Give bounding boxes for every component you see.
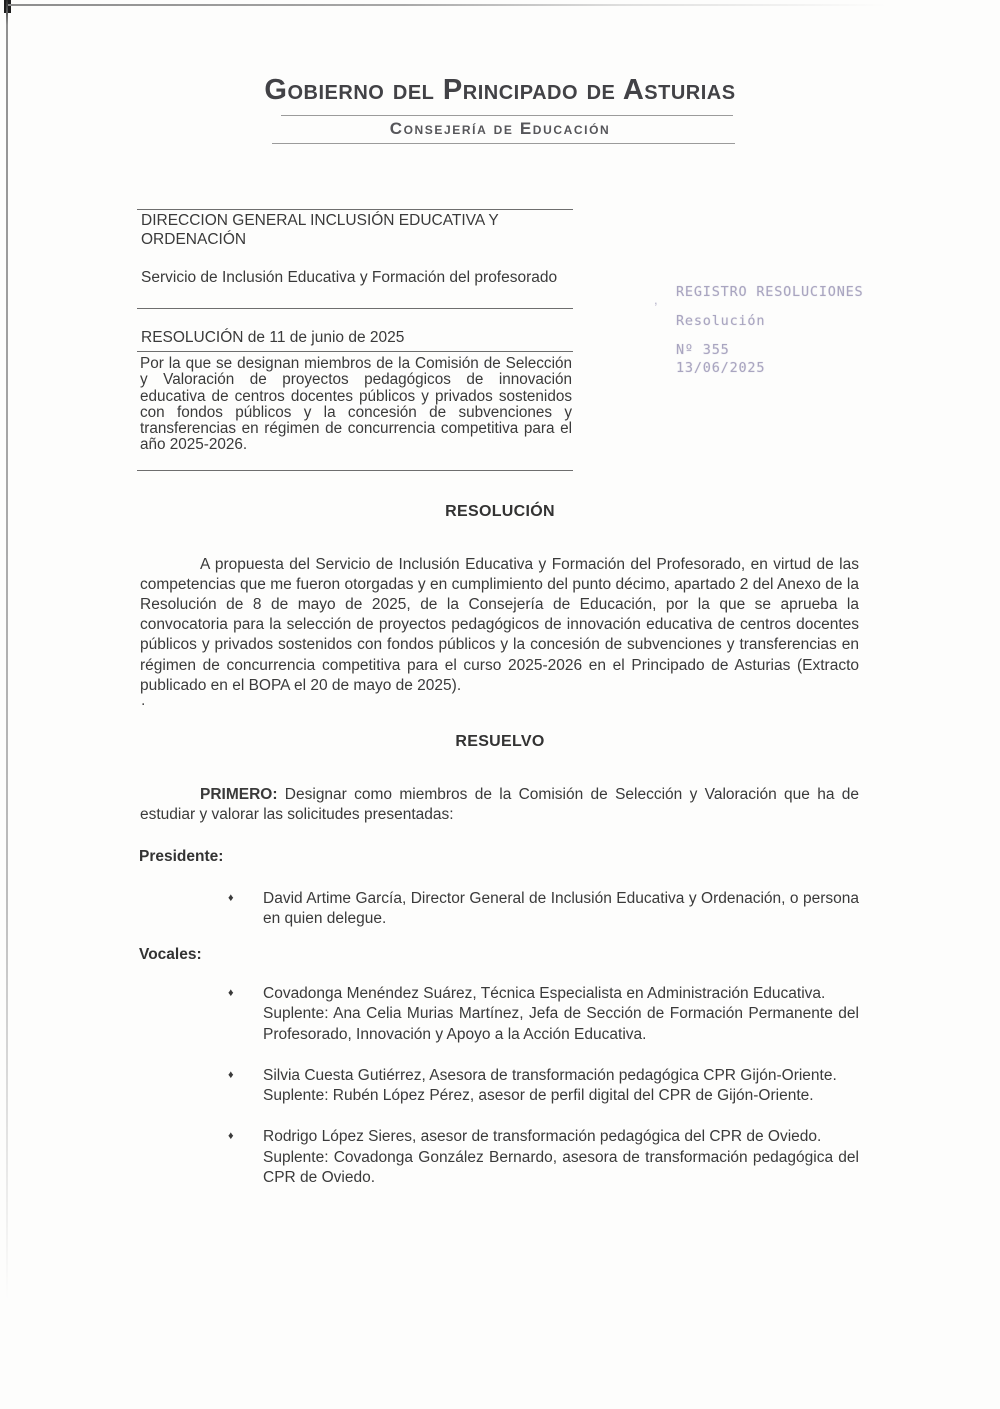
diamond-bullet-icon: ♦	[228, 892, 234, 904]
resolution-summary: Por la que se designan miembros de la Comisión de Selección y Valoración de proyectos pedagógicos de innovación educativa de centros docentes públicos y privados sostenidos con fondos públicos y la concesión de subvenciones y transferencias en régimen de concurrencia competitiva para el año 2025-2026.	[140, 355, 572, 454]
vocales-list	[228, 984, 859, 1188]
letterhead-rule-bottom	[272, 143, 735, 144]
list-item	[228, 984, 859, 1045]
primero-label: PRIMERO:	[200, 785, 278, 803]
member-name: David Artime García, Director General de Inclusión Educativa y Ordenación, o persona en quien delegue.	[263, 890, 859, 928]
resolution-date-title: RESOLUCIÓN de 11 de junio de 2025	[141, 329, 405, 346]
stamp-date-line: 13/06/2025	[676, 360, 766, 376]
diamond-bullet-icon: ♦	[228, 987, 234, 999]
substitute-name: Suplente: Rubén López Pérez, asesor de perfil digital del CPR de Gijón-Oriente.	[263, 1087, 814, 1105]
member-text	[263, 889, 859, 930]
member-name: Rodrigo López Sieres, asesor de transformación pedagógica del CPR de Oviedo.	[263, 1128, 822, 1146]
registry-stamp	[676, 284, 863, 376]
member-name: Covadonga Menéndez Suárez, Técnica Especialista en Administración Educativa.	[263, 985, 826, 1002]
scan-top-edge-line	[7, 4, 887, 6]
member-name: Silvia Cuesta Gutiérrez, Asesora de transformación pedagógica CPR Gijón-Oriente.	[263, 1066, 837, 1084]
letterhead-title: Gobierno del Principado de Asturias	[264, 74, 736, 106]
stamp-number-line: Nº 355	[676, 342, 730, 358]
diamond-bullet-icon: ♦	[228, 1068, 234, 1081]
service-name: Servicio de Inclusión Educativa y Formación del profesorado	[141, 269, 558, 286]
primero-paragraph	[140, 785, 859, 825]
letterhead-department: Consejería de Educación	[389, 119, 611, 138]
list-item	[228, 1127, 859, 1188]
scan-left-edge-line	[6, 0, 8, 1300]
member-text	[263, 984, 859, 1045]
member-text	[263, 1127, 859, 1188]
substitute-name: Suplente: Ana Celia Murias Martínez, Jefa de Sección de Formación Permanente del Profesorado, Innovación y Apoyo a la Acción Educativa.	[263, 1005, 859, 1043]
reference-rule-bottom	[137, 470, 573, 471]
directorate-heading: DIRECCION GENERAL INCLUSIÓN EDUCATIVA Y ORDENACIÓN	[141, 212, 499, 248]
stamp-type-line: Resolución	[676, 313, 766, 329]
resolution-paragraph: A propuesta del Servicio de Inclusión Educativa y Formación del Profesorado, en virtud de las competencias que me fueron otorgadas y en cumplimiento del punto décimo, apartado 2 del Anexo de la Resolución de 8 de mayo de 2025, de la Consejería de Educación, por la que se aprueba la convocatoria para la selección de proyectos pedagógicos de innovación educativa de centros docentes públicos y privados sostenidos con fondos públicos y la concesión de subvenciones y transferencias en régimen de concurrencia competitiva para el curso 2025-2026 en el Principado de Asturias (Extracto publicado en el BOPA el 20 de mayo de 2025).	[140, 555, 859, 694]
reference-rule-date	[137, 351, 573, 352]
stamp-registry-line: REGISTRO RESOLUCIONES	[676, 284, 864, 300]
letterhead-rule-top	[281, 115, 733, 116]
presidente-label: Presidente:	[139, 848, 224, 865]
presidente-list	[228, 889, 859, 930]
member-text	[263, 1066, 859, 1107]
primero-text: Designar como miembros de la Comisión de Selección y Valoración que ha de estudiar y valorar las solicitudes presentadas:	[140, 785, 859, 823]
reference-rule-top	[137, 209, 573, 210]
reference-rule-service	[137, 308, 573, 309]
stray-dot-mark: .	[141, 692, 146, 709]
stamp-ink-artifact: ,	[654, 292, 658, 307]
list-item	[228, 1066, 859, 1107]
list-item	[228, 889, 859, 930]
diamond-bullet-icon: ♦	[228, 1130, 234, 1143]
vocales-label: Vocales:	[139, 946, 202, 963]
substitute-name: Suplente: Covadonga González Bernardo, asesora de transformación pedagógica del CPR de Oviedo.	[263, 1148, 859, 1187]
resuelvo-heading: RESUELVO	[455, 733, 545, 750]
resolucion-heading: RESOLUCIÓN	[445, 503, 555, 520]
